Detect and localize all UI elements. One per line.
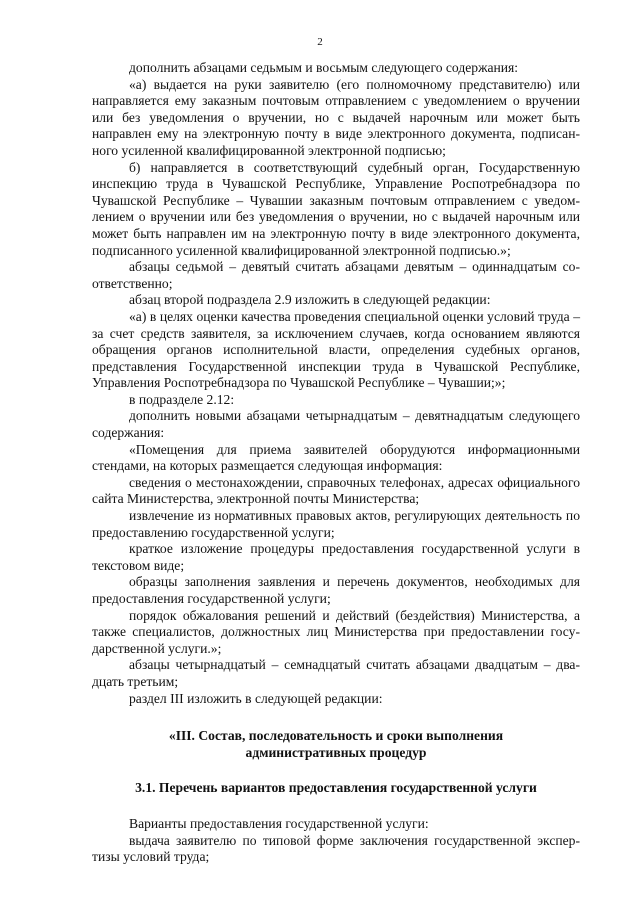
paragraph: б) направляется в соответствующий судебный орган, Государственную инспекцию труда в Чувашской Республике, Управление Роспотребнадзора по Чувашской Республике – Чувашии заказным почтовым отправлением с уведомлением о вручении или без уведомления о вручении, но с выдачей нарочным или может быть направлен им на электронную почту в виде электронного документа, подписанного усиленной квалифицированной электронной подписью.»; [92, 159, 580, 258]
paragraph: краткое изложение процедуры предоставления государственной услуги в текстовом виде; [92, 541, 580, 573]
paragraph: дополнить новыми абзацами четырнадцатым – девятнадцатым следующего содержания: [92, 408, 580, 441]
paragraph: порядок обжалования решений и действий (бездействия) Министерства, а также специалистов, должностных лиц Министерства при предоставлении государственной услуги.»; [92, 607, 580, 656]
paragraph: «Помещения для приема заявителей оборудуются информационными стендами, на которых размещается следующая информация: [92, 441, 580, 474]
paragraph: извлечение из нормативных правовых актов, регулирующих деятельность по предоставлению государственной услуги; [92, 508, 580, 540]
paragraph-group-variants [92, 816, 580, 866]
subsection-heading: 3.1. Перечень вариантов предоставления государственной услуги [135, 780, 537, 796]
paragraph: «а) выдается на руки заявителю (его полномочному представителю) или направляется ему заказным почтовым отправлением с уведомлением о вручении или без уведомления о вручении, но с выдачей нарочным или может быть направлен ему на электронную почту в виде электронного документа, подписанного усиленной квалифицированной электронной подписью; [92, 76, 580, 158]
paragraph: «а) в целях оценки качества проведения специальной оценки условий труда – за счет средств заявителя, за исключением случаев, когда основанием являются обращения органов исполнительной власти, определения судебных органов, представления Государственной инспекции труда в Чувашской Республике, Управления Роспотребнадзора по Чувашской Республике – Чувашии;»; [92, 308, 580, 391]
document-body [92, 60, 580, 866]
paragraph: выдача заявителю по типовой форме заключения государственной экспертизы условий труда; [92, 832, 580, 865]
paragraph-group-amendments [92, 60, 580, 707]
paragraph: абзацы четырнадцатый – семнадцатый считать абзацами двадцатым – двадцать третьим; [92, 657, 580, 689]
paragraph: Варианты предоставления государственной услуги: [129, 815, 429, 831]
paragraph: в подразделе 2.12: [129, 391, 235, 407]
paragraph: абзацы седьмой – девятый считать абзацами девятым – одиннадцатым соответственно; [92, 259, 580, 291]
paragraph: образцы заполнения заявления и перечень документов, необходимых для предоставления государственной услуги; [92, 574, 580, 606]
page-number: 2 [317, 36, 323, 48]
paragraph: абзац второй подраздела 2.9 изложить в следующей редакции: [129, 292, 491, 308]
paragraph: раздел III изложить в следующей редакции: [129, 690, 383, 706]
paragraph: дополнить абзацами седьмым и восьмым следующего содержания: [129, 60, 519, 75]
paragraph: сведения о местонахождении, справочных телефонах, адресах официального сайта Министерства, электронной почты Министерства; [92, 474, 580, 507]
section-heading: «III. Состав, последовательность и сроки выполнения административных процедур [168, 728, 504, 760]
